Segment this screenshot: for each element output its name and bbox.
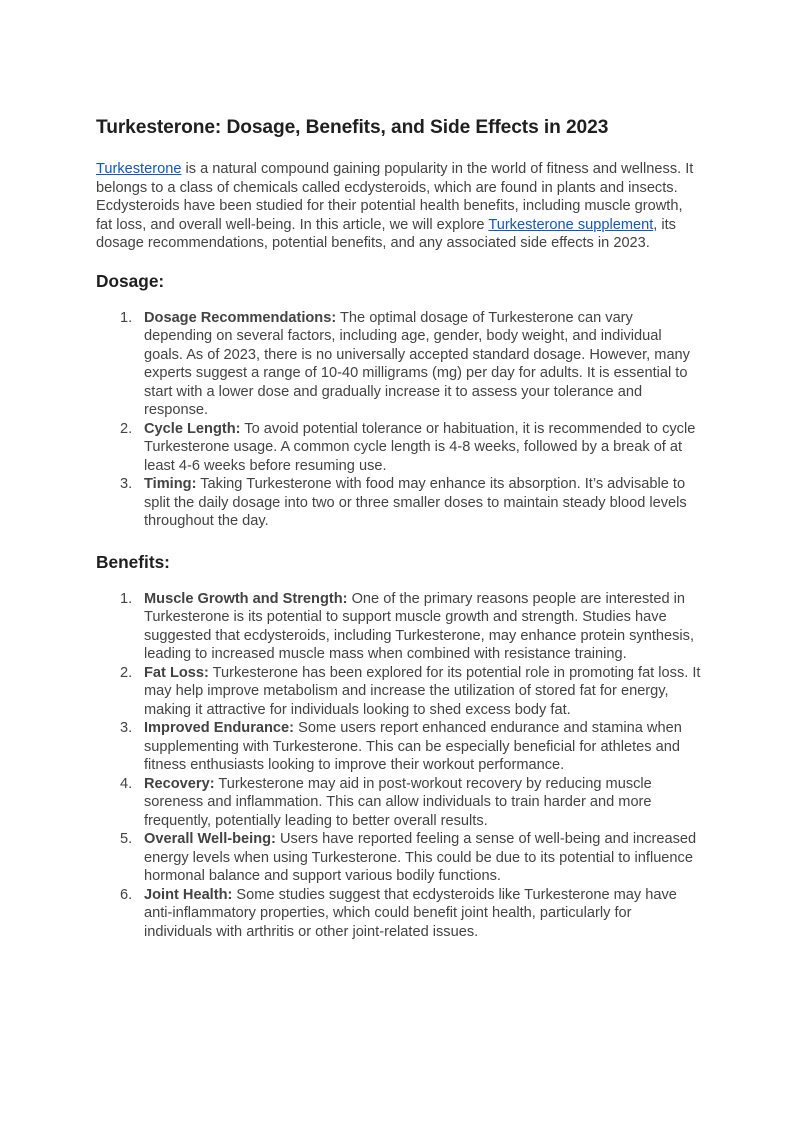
list-item-text: To avoid potential tolerance or habituation, it is recommended to cycle Turkesterone usage. A common cycle length is 4-8 weeks, followed by a break of at least 4-6 weeks before resuming use.	[144, 420, 696, 474]
list-number: 3.	[120, 720, 133, 736]
list-item-term: Fat Loss:	[144, 664, 209, 681]
list-number: 6.	[120, 886, 133, 903]
list-item-text: Taking Turkesterone with food may enhance its absorption. It’s advisable to split the daily dosage into two or three smaller doses to maintain steady blood levels throughout the day.	[144, 476, 687, 529]
list-item	[96, 775, 702, 831]
list-item	[96, 309, 702, 420]
list-item-text: One of the primary reasons people are interested in Turkesterone is its potential to support muscle growth and strength. Studies have suggested that ecdysteroids, including Turkesterone, may enhance protein synthesis, leading to increased muscle mass when combined with resistance training.	[144, 590, 695, 662]
intro-paragraph	[96, 160, 702, 253]
list-number: 1.	[120, 309, 133, 326]
list-item-term: Recovery:	[144, 775, 215, 792]
benefits-heading: Benefits:	[96, 551, 170, 572]
list-item-text: Users have reported feeling a sense of well-being and increased energy levels when using Turkesterone. This could be due to its potential to influence hormonal balance and support various bodily functions.	[144, 831, 697, 884]
document-page	[96, 115, 702, 941]
list-item	[96, 475, 702, 531]
list-item-text: Turkesterone has been explored for its potential role in promoting fat loss. It may help improve metabolism and increase the utilization of stored fat for energy, making it attractive for individuals looking to shed excess body fat.	[144, 664, 701, 718]
list-number: 5.	[120, 831, 133, 847]
intro-text-1: is a natural compound gaining popularity in the world of fitness and wellness. It belongs to a class of chemicals called ecdysteroids, which are found in plants and insects. Ecdysteroids have been studied for their potential health benefits, including muscle growth, fat loss, and overall well-being. In this article, we will explore	[96, 161, 694, 233]
turkesterone-link[interactable]: Turkesterone	[96, 161, 182, 177]
dosage-list	[96, 309, 702, 531]
list-item-term: Muscle Growth and Strength:	[144, 590, 348, 607]
list-item	[96, 830, 702, 886]
intro-text-2: , its dosage recommendations, potential benefits, and any associated side effects in 2023.	[96, 216, 676, 251]
turkesterone-supplement-link[interactable]: Turkesterone supplement	[488, 216, 654, 233]
list-item-text: The optimal dosage of Turkesterone can vary depending on several factors, including age, gender, body weight, and individual goals. As of 2023, there is no universally accepted standard dosage. However, many experts suggest a range of 10-40 milligrams (mg) per day for adults. It is essential to start with a lower dose and gradually increase it to assess your tolerance and response.	[144, 309, 690, 418]
list-number: 3.	[120, 476, 133, 492]
list-item-term: Timing:	[144, 476, 197, 492]
dosage-heading: Dosage:	[96, 270, 165, 291]
article-title: Turkesterone: Dosage, Benefits, and Side Effects in 2023	[96, 117, 609, 138]
list-item-term: Cycle Length:	[144, 420, 241, 437]
list-item-term: Overall Well-being:	[144, 831, 276, 847]
list-item-term: Joint Health:	[144, 886, 233, 903]
list-item	[96, 420, 702, 476]
list-item-text: Turkesterone may aid in post-workout recovery by reducing muscle soreness and inflammation. This can allow individuals to train harder and more frequently, potentially leading to better overall results.	[144, 775, 652, 829]
list-item	[96, 886, 702, 942]
list-number: 2.	[120, 664, 133, 681]
list-number: 4.	[120, 775, 133, 792]
list-item-text: Some users report enhanced endurance and stamina when supplementing with Turkesterone. This can be especially beneficial for athletes and fitness enthusiasts looking to improve their workout performance.	[144, 720, 682, 773]
list-number: 1.	[120, 590, 133, 607]
list-item-text: Some studies suggest that ecdysteroids like Turkesterone may have anti-inflammatory properties, which could benefit joint health, particularly for individuals with arthritis or other joint-related issues.	[144, 886, 677, 940]
list-item	[96, 664, 702, 720]
list-number: 2.	[120, 420, 133, 437]
list-item-term: Improved Endurance:	[144, 720, 295, 736]
list-item	[96, 590, 702, 664]
list-item	[96, 719, 702, 775]
list-item-term: Dosage Recommendations:	[144, 309, 337, 326]
benefits-list	[96, 590, 702, 942]
